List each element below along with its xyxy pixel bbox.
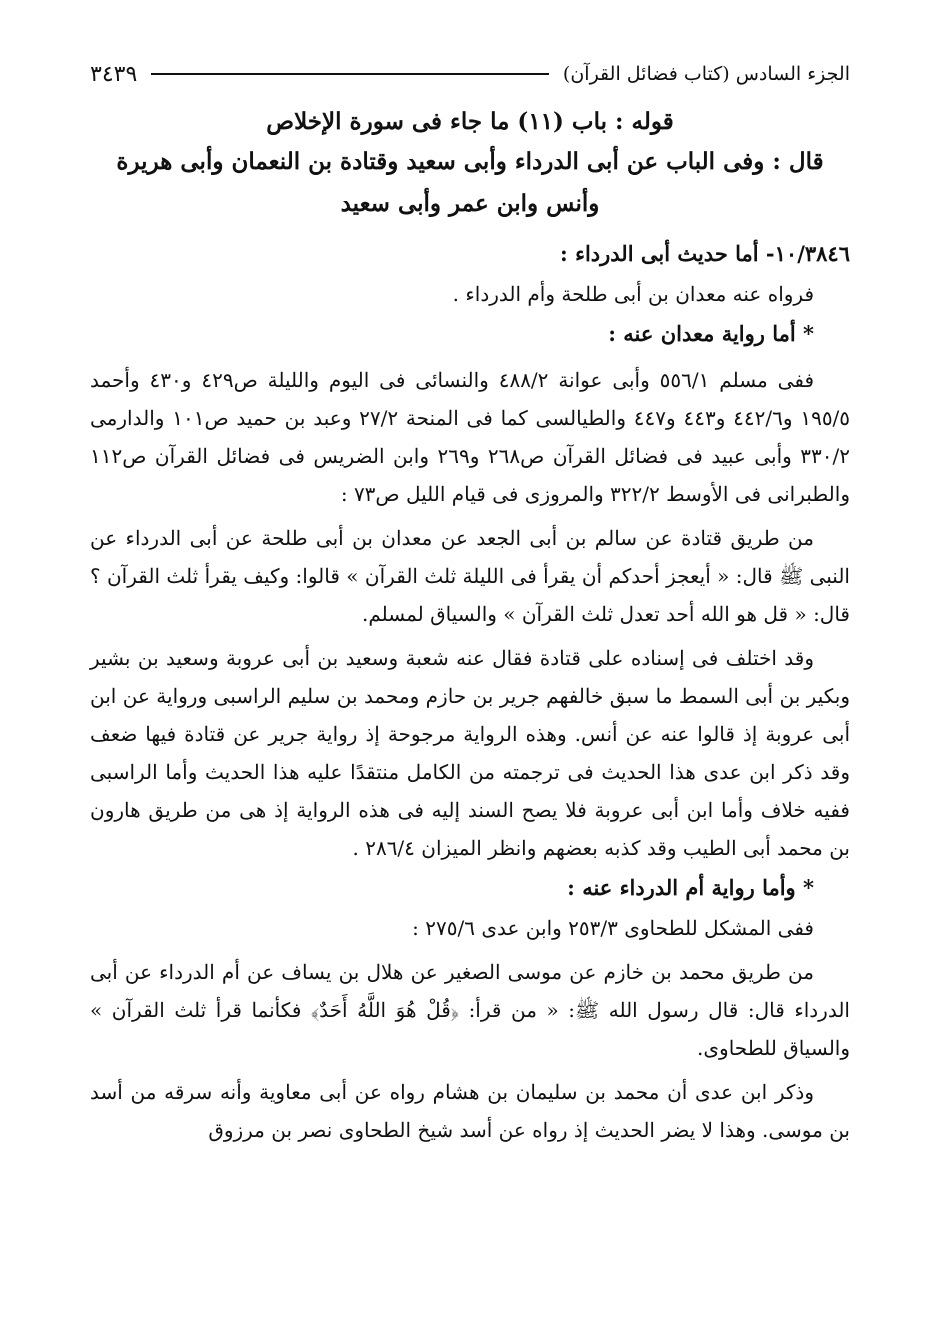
entry-heading: ١٠/٣٨٤٦- أما حديث أبى الدرداء : <box>560 241 850 266</box>
paragraph: وذكر ابن عدى أن محمد بن سليمان بن هشام رواه عن أبى معاوية وأنه سرقه من أسد بن موسى. وهذا لا يضر الحديث إذ رواه عن أسد شيخ الطحاوى نصر بن مرزوق <box>90 1080 850 1142</box>
section-heading-maadan: * أما رواية معدان عنه : <box>608 321 814 346</box>
paragraph: ففى المشكل للطحاوى ٢٥٣/٣ وابن عدى ٢٧٥/٦ : <box>412 916 814 940</box>
entry-intro: فرواه عنه معدان بن أبى طلحة وأم الدرداء . <box>452 282 814 306</box>
page-body <box>90 108 850 1149</box>
running-head-title: الجزء السادس (كتاب فضائل القرآن) <box>562 63 850 85</box>
section-heading-umm-darda: * وأما رواية أم الدرداء عنه : <box>567 875 814 900</box>
page-number: ٣٤٣٩ <box>90 61 138 87</box>
chapter-qala: قال : وفى الباب عن أبى الدرداء وأبى سعيد وقتادة بن النعمان وأبى هريرة وأنس وابن عمر وأبى سعيد <box>116 148 824 217</box>
chapter-title: قوله : باب (١١) ما جاء فى سورة الإخلاص <box>266 108 674 135</box>
paragraph: وقد اختلف فى إسناده على قتادة فقال عنه شعبة وسعيد بن أبى عروبة وسعيد بن بشير وبكير بن أبى السمط ما سبق خالفهم جرير بن حازم ومحمد بن سليم الراسبى ورواية عن ابن أبى عروبة إذ قالوا عنه عن أنس. وهذه الرواية مرجوحة إذ رواية جرير عن قتادة فيها ضعف وقد ذكر ابن عدى هذا الحديث فى ترجمته من الكامل منتقدًا عليه هذا الحديث وأما الراسبى ففيه خلاف وأما ابن أبى عروبة فلا يصح السند إليه فى هذه الرواية إذ هى من طريق هارون بن محمد أبى الطيب وقد كذبه بعضهم وانظر الميزان ٢٨٦/٤ . <box>90 646 850 860</box>
running-head-rule <box>151 73 549 75</box>
paragraph: ففى مسلم ٥٥٦/١ وأبى عوانة ٤٨٨/٢ والنسائى فى اليوم والليلة ص٤٢٩ و٤٣٠ وأحمد ١٩٥/٥ و٤٤٢/٦ و٤٤٣ و٤٤٧ والطيالسى كما فى المنحة ٢٧/٢ وعبد بن حميد ص١٠١ والدارمى ٣٣٠/٢ وأبى عبيد فى فضائل القرآن ص٢٦٨ و٢٦٩ وابن الضريس فى فضائل القرآن ص١١٢ والطبرانى فى الأوسط ٣٢٢/٢ والمروزى فى قيام الليل ص٧٣ : <box>90 368 851 506</box>
paragraph: من طريق قتادة عن سالم بن أبى الجعد عن معدان بن أبى طلحة عن أبى الدرداء عن النبى ﷺ قال: « أيعجز أحدكم أن يقرأ فى الليلة ثلث القرآن » قالوا: وكيف يقرأ ثلث القرآن ؟ قال: « قل هو الله أحد تعدل ثلث القرآن » والسياق لمسلم. <box>90 526 850 626</box>
paragraph: من طريق محمد بن خازم عن موسى الصغير عن هلال بن يساف عن أم الدرداء عن أبى الدرداء قال: قال رسول الله ﷺ: « من قرأ: ﴿قُلْ هُوَ اللَّهُ أَحَدٌ﴾ فكأنما قرأ ثلث القرآن » والسياق للطحاوى. <box>90 960 850 1060</box>
running-head <box>90 56 850 92</box>
